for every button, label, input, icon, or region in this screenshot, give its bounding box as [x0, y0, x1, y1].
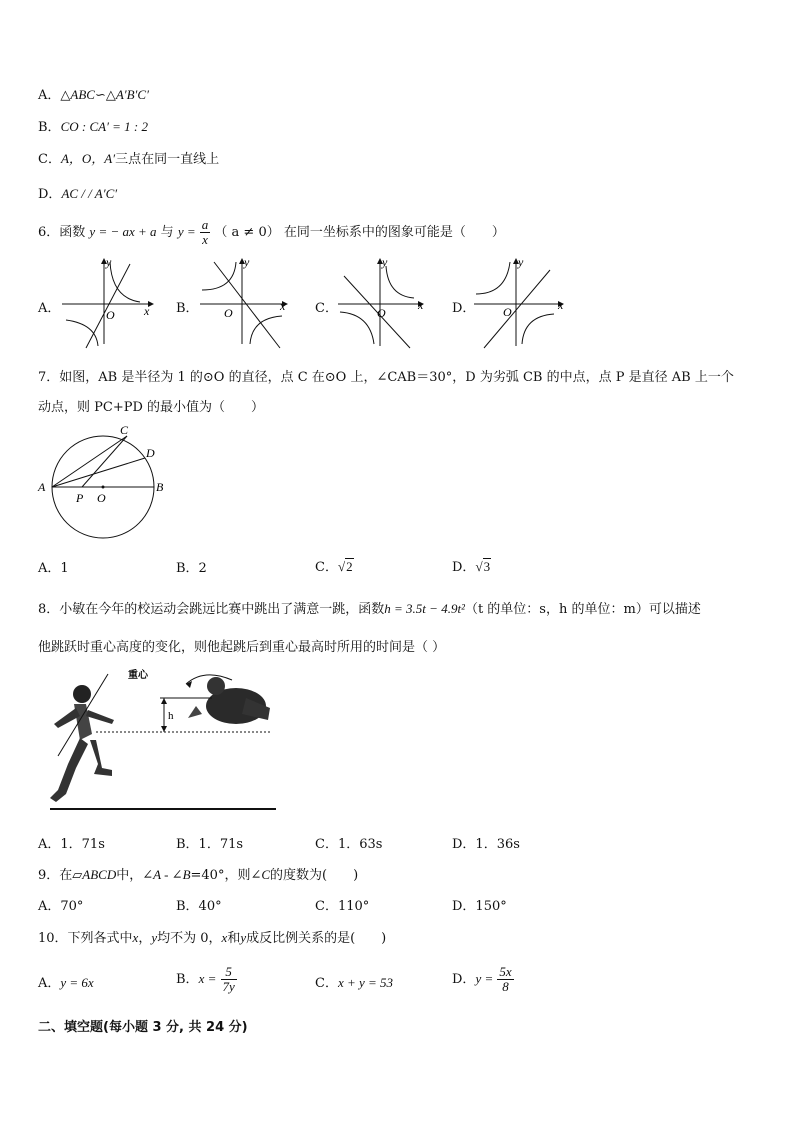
option-label: C．	[38, 152, 61, 167]
q8-option-b: B．1．71s	[176, 837, 244, 852]
q7-circle-diagram	[34, 420, 174, 542]
q6-stem	[38, 218, 505, 247]
long-jump-figure	[36, 664, 282, 814]
option-label: A．	[38, 976, 61, 991]
axis-y-label: y	[382, 255, 388, 269]
q5-option-a	[38, 84, 149, 103]
q10-option-b-fraction	[221, 965, 237, 994]
origin-label: O	[106, 308, 115, 322]
q9-math: ABCD	[82, 867, 117, 882]
q6-option-a-label: A．	[38, 301, 61, 316]
q6-option-c-label: C．	[315, 301, 338, 316]
point-a-label: A	[38, 480, 46, 494]
option-label: D．	[452, 560, 476, 575]
q9-text: =40°，则	[190, 868, 251, 883]
point-b-label: B	[156, 480, 164, 494]
option-math: y = 6x	[60, 975, 94, 990]
axis-x-label: x	[418, 298, 424, 312]
q10-math: x	[221, 930, 228, 945]
q10-text: 均不为 0，	[157, 931, 222, 946]
point-p-label: P	[76, 491, 84, 505]
q6-mid: 与	[160, 225, 174, 240]
q6-func2-fraction	[200, 218, 211, 247]
option-label: B．	[38, 120, 61, 135]
option-text: A，O，A′	[60, 151, 116, 166]
axis-x-label: x	[144, 304, 150, 318]
option-text: AC / / A′C′	[61, 186, 118, 201]
q6-condition: （ a ≠ 0）	[214, 225, 280, 240]
q6-prefix: 6．函数	[38, 225, 86, 240]
q9-math: ∠C	[250, 867, 271, 882]
q9-text: 9．在▱	[38, 868, 83, 883]
q10-option-d-fraction	[497, 965, 513, 994]
q6-graph-b	[196, 254, 296, 350]
option-math: x =	[198, 971, 217, 986]
q9-option-c: C．110°	[315, 899, 370, 914]
option-label: B．	[176, 972, 199, 987]
q9-option-d: D．150°	[452, 899, 507, 914]
q10-option-c	[315, 972, 393, 991]
q10-text: 和	[227, 931, 241, 946]
axis-x-label: x	[558, 298, 564, 312]
denominator: 8	[502, 979, 509, 994]
q9-text: 中，	[116, 868, 143, 883]
q10-math: x	[132, 930, 139, 945]
option-math: y =	[475, 971, 494, 986]
q8-option-c: C．1．63s	[315, 837, 383, 852]
origin-label: O	[377, 306, 386, 320]
q6-func2-lhs: y =	[177, 224, 196, 239]
q10-text: ，	[138, 931, 152, 946]
q7-stem-line1: 7．如图，AB 是半径为 1 的⊙O 的直径，点 C 在⊙O 上，∠CAB＝30°，D 为劣弧 CB 的中点，点 P 是直径 AB 上一个	[38, 370, 734, 385]
q6-option-d-label: D．	[452, 301, 476, 316]
q6-func1: y = − ax + a	[89, 224, 157, 239]
denominator: x	[202, 232, 208, 247]
option-label: C．	[315, 976, 338, 991]
q9-stem	[38, 864, 358, 883]
q10-math: y	[151, 930, 158, 945]
q5-option-b	[38, 116, 148, 135]
q8-option-d: D．1．36s	[452, 837, 520, 852]
option-text: △ABC∽△A′B′C′	[60, 87, 149, 102]
axis-y-label: y	[518, 255, 524, 269]
q7-option-d	[452, 556, 491, 575]
q10-stem	[38, 927, 386, 946]
axis-y-label: y	[106, 255, 112, 269]
q7-option-c	[315, 556, 354, 575]
q9-option-b: B．40°	[176, 899, 222, 914]
option-math: x + y = 53	[337, 975, 394, 990]
q8-stem-line2: 他跳跃时重心高度的变化，则他起跳后到重心最高时所用的时间是（ ）	[38, 640, 446, 655]
q8-function: h = 3.5t − 4.9t²	[384, 601, 465, 616]
option-label: D．	[452, 972, 476, 987]
denominator: 7y	[222, 979, 235, 994]
axis-x-label: x	[280, 299, 286, 313]
q5-option-c	[38, 148, 219, 167]
q10-text: 10．下列各式中	[38, 931, 133, 946]
q10-math: y	[240, 930, 247, 945]
option-label: A．	[38, 88, 61, 103]
q6-graph-d	[470, 254, 570, 350]
sqrt-expression: √3	[475, 559, 491, 574]
center-of-gravity-label: 重心	[128, 670, 148, 681]
point-c-label: C	[120, 423, 129, 437]
radicand: 2	[346, 559, 353, 574]
q10-text: 成反比例关系的是( )	[246, 931, 387, 946]
q10-option-d	[452, 960, 514, 999]
numerator: 5x	[499, 964, 512, 979]
section-2-heading: 二、填空题(每小题 3 分, 共 24 分)	[38, 1020, 248, 1035]
q10-option-a	[38, 972, 94, 991]
sqrt-expression: √2	[337, 559, 353, 574]
q10-option-b	[176, 960, 237, 999]
q9-text: 的度数为( )	[270, 868, 359, 883]
q8-text: （t 的单位：s，h 的单位：m）可以描述	[464, 602, 701, 617]
point-d-label: D	[146, 446, 155, 460]
numerator: 5	[221, 965, 237, 980]
option-text: 三点在同一直线上	[115, 152, 220, 167]
numerator: a	[201, 217, 209, 232]
q6-option-b-label: B．	[176, 301, 199, 316]
option-label: D．	[38, 187, 62, 202]
q8-stem-line1	[38, 598, 701, 617]
q9-math: ∠A - ∠B	[142, 867, 191, 882]
q7-option-a: A．1	[38, 561, 69, 576]
q6-suffix: 在同一坐标系中的图象可能是（ ）	[283, 225, 505, 240]
q7-stem-line2: 动点，则 PC+PD 的最小值为（ ）	[38, 400, 265, 415]
axis-y-label: y	[244, 255, 250, 269]
q6-graph-a	[58, 254, 158, 350]
point-o-label: O	[97, 491, 106, 505]
option-text: CO : CA′ = 1 : 2	[60, 119, 149, 134]
q9-option-a: A．70°	[38, 899, 84, 914]
origin-label: O	[224, 306, 233, 320]
q6-graph-c	[334, 254, 434, 350]
q5-option-d	[38, 183, 117, 202]
origin-label: O	[503, 305, 512, 319]
q8-text: 8．小敏在今年的校运动会跳远比赛中跳出了满意一跳，函数	[38, 602, 385, 617]
q8-option-a: A．1．71s	[38, 837, 105, 852]
height-label: h	[168, 710, 174, 722]
radicand: 3	[483, 559, 491, 574]
q7-option-b: B．2	[176, 561, 207, 576]
option-label: C．	[315, 560, 338, 575]
